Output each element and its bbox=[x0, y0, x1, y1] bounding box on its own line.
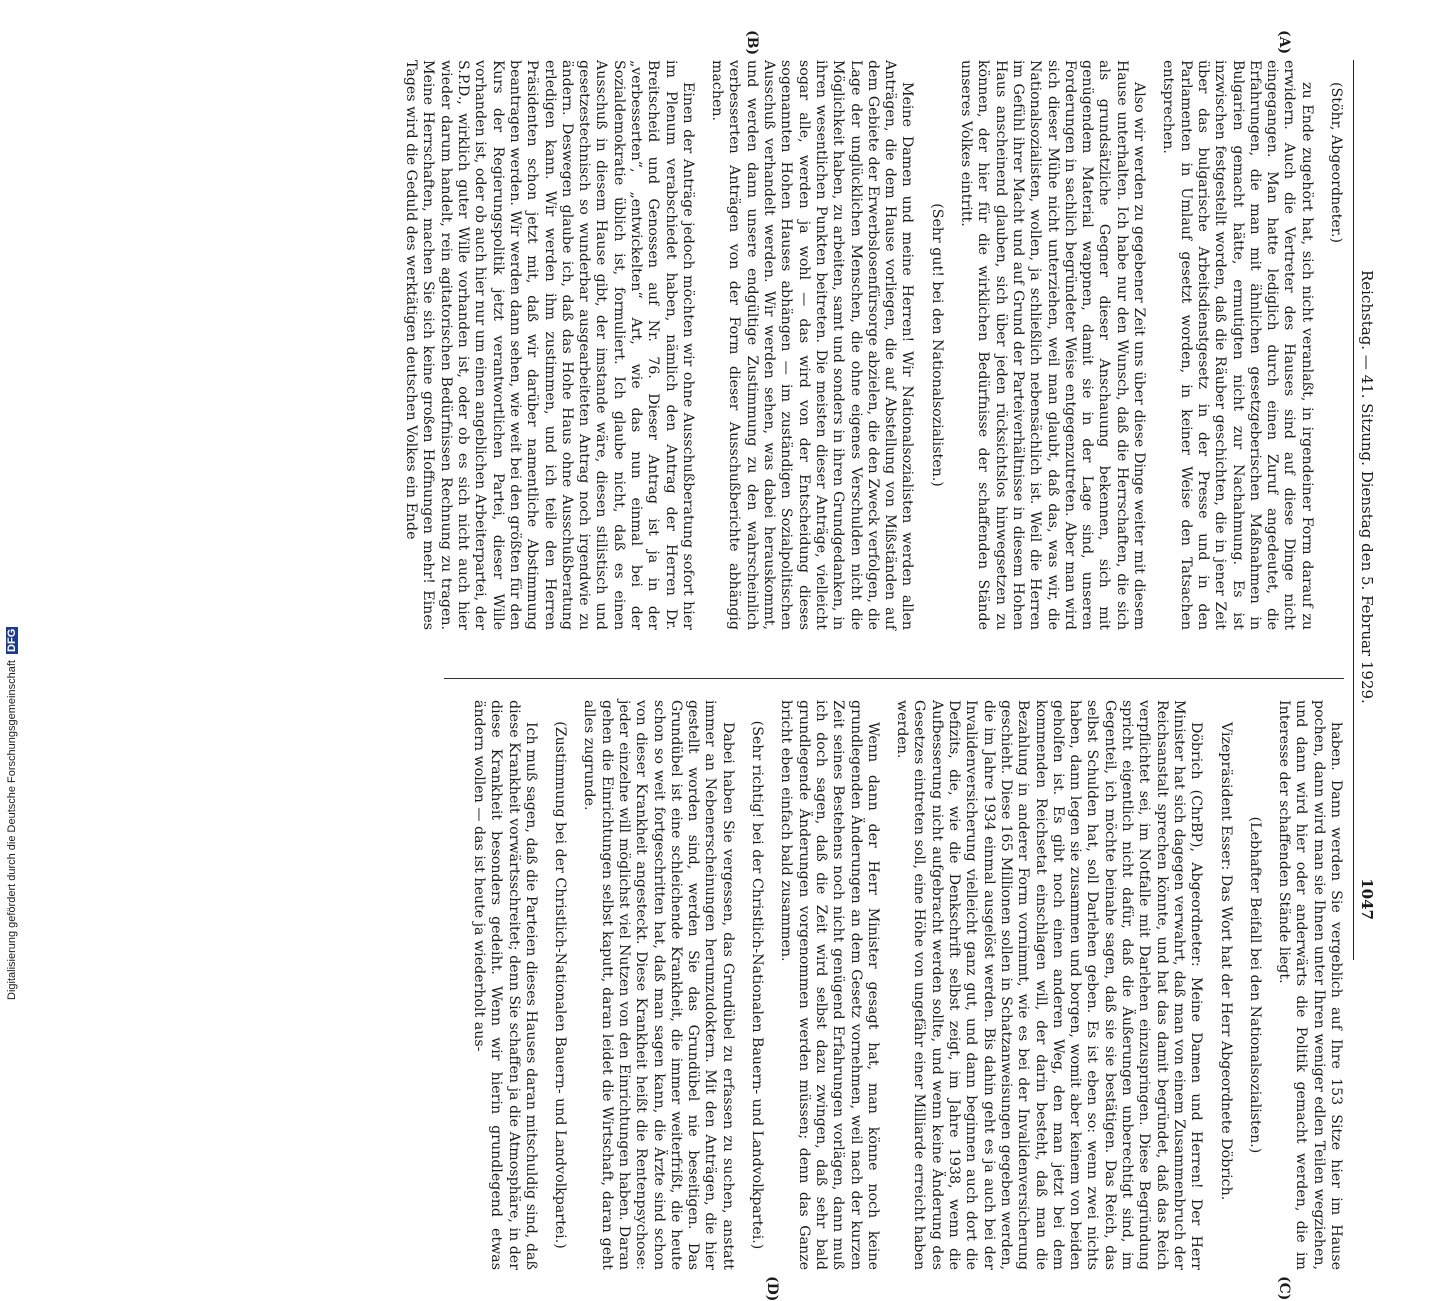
rotated-page bbox=[120, 30, 1380, 1301]
paragraph: haben. Dann werden Sie vergeblich auf Ihre 153 Sitze hier im Hause pochen, dann wird man sie Ihnen unter Ihren weniger edlen Teilen wegziehen, und dann wird hier oder anderwärts die Politik gemacht werden, die im Interesse der schaffenden Stände liegt. bbox=[1276, 700, 1344, 1270]
footer-text: Digitalisierung gefördert durch die Deutsche Forschungsgemeinschaft bbox=[6, 660, 18, 1000]
paragraph: Dabei haben Sie vergessen, das Grundübel zu erfassen zu suchen, anstatt immer an Nebenerscheinungen herumzudoktern. Mit den Anträgen, die hier gestellt worden sind, werden Sie das Grundübel nie beseitigen. Das Grundübel ist eine schleichende Krankheit, die immer weiterfrißt, die heute schon so weit fortgeschritten hat, daß man sagen kann, die Ärzte sind schon von dieser Krankheit angesteckt. Diese Krankheit heißt die Rentenpsychose: jeder einzelne will möglichst viel Nutzen von den Einrichtungen haben. Daran gehen die Einrichtungen selbst kaputt, daran leidet die Wirtschaft, daran geht alles zugrunde. bbox=[581, 700, 736, 1270]
stage-direction: (Sehr gut! bei den Nationalsozialisten.) bbox=[928, 203, 945, 487]
paragraph: Meine Damen und meine Herren! Wir Nationalsozialisten werden allen Anträgen, die dem Hause vorliegen, die auf Abstellung von Mißständen auf dem Gebiete der Erwerbslosenfürsorge abzielen, die den Zweck verfolgen, die Lage der unglücklichen Menschen, die ohne eigenes Verschulden nicht die Möglichkeit haben, zu arbeiten, samt und sonders in ihren Grundgedanken, in ihren wesentlichen Punkten beitreten. Die meisten dieser Anträge, vielleicht sogar alle, werden ja wohl — das wird von der Entscheidung dieses sogenannten Hohen Hauses abhängen — im zuständigen Sozialpolitischen Ausschuß verhandelt werden. Wir werden sehen, was dabei herauskommt, und werden dann unsere endgültige Zustimmung zu den wahrscheinlich verbesserten Anträgen von der Form dieser Ausschußberichte abhängig machen. bbox=[709, 60, 916, 630]
session-title: Reichstag. — 41. Sitzung. Dienstag den 5. Februar 1929. bbox=[1358, 270, 1376, 704]
paragraph: Wenn dann der Herr Minister gesagt hat, man könne noch keine grundlegenden Änderungen an dem Gesetz vornehmen, weil nach der kurzen Zeit seines Bestehens noch nicht genügend Erfahrungen vorlägen, dann muß ich doch sagen, daß die Zeit wird selbst dazu zwingen, daß sehr bald grundlegende Änderungen vorgenommen werden müssen; denn das Ganze bricht eben einfach bald zusammen. bbox=[778, 700, 881, 1270]
stage-direction: (Zustimmung bei der Christlich-Nationalen Bauern- und Landvolkpartei.) bbox=[552, 721, 569, 1249]
column-left bbox=[402, 60, 1344, 630]
paragraph: Döbrich (ChrBP), Abgeordneter: Meine Damen und Herren! Der Herr Minister hat sich dagegen verwahrt, daß man von einem Zusammenbruch der Reichsanstalt sprechen könnte, und hat das damit begründet, daß das Reich verpflichtet sei, im Notfalle mit Darlehen einzuspringen. Diese Begründung spricht eigentlich nicht dafür, daß die Äußerungen unberechtigt sind, im Gegenteil, ich möchte beinahe sagen, daß sie sie bestätigen. Das Reich, das selbst Schulden hat, soll Darlehen geben. Es ist eben so: wenn zwei nichts haben, dann legen sie zusammen und borgen, womit aber keinem von beiden geholfen ist. Es gibt noch einen anderen Weg, den man jetzt bei dem kommenden Reichsetat einschlagen will, der darin besteht, daß man die Bezahlung in anderer Form vornimmt, wie es bei der Invalidenversicherung geschieht. Diese 165 Millionen sollen in Schatzanweisungen gegeben werden, die im Jahre 1934 einmal ausgelöst werden. Bis dahin geht es ja auch bei der Invalidenversicherung vielleicht ganz gut, und dann beginnen auch dort die Defizits, die, wie die Denkschrift selbst zeigt, im Jahre 1938, wenn die Aufbesserung nicht aufgebracht werden sollte, und wenn keine Änderung des Gesetzes eintreten soll, eine Höhe von ungefähr einer Milliarde erreicht haben werden. bbox=[894, 700, 1205, 1270]
paragraph: Also wir werden zu gegebener Zeit uns über diese Dinge weiter mit diesem Hause unterhalten. Ich habe nur den Wunsch, daß die Herrschaften, die sich als grundsätzliche Gegner dieser Anschauung bekennen, sich mit genügendem Material wappnen, damit sie in der Lage sind, unseren Forderungen in sachlich begründeter Weise entgegenzutreten. Aber man wird sich dieser Mühe nicht unterziehen, weil man glaubt, daß das, was wir, die Nationalsozialisten, wollen, ja schließlich nebensächlich ist. Weil die Herren im Gefühl ihrer Macht und auf Grund der Parteiverhältnisse in diesem Hohen Haus anscheinend glauben, sich über jeden rücksichtslos hinwegsetzen zu können, der hier für die wirklichen Bedürfnisse der schaffenden Stände unseres Volkes eintritt. bbox=[958, 60, 1148, 630]
paragraph: (Stöhr, Abgeordneter.) bbox=[1328, 82, 1344, 243]
paragraph: zu Ende zugehört hat, sich nicht veranlaßt, in irgendeiner Form darauf zu erwidern. Auch die Vertreter des Hauses sind auf diese Dinge nicht eingegangen. Man hatte lediglich durch einen Zuruf angedeutet, die Erfahrungen, die man mit ähnlichen gesetzgeberischen Maßnahmen in Bulgarien gemacht hätte, ermutigten nicht zur Nachahmung. Es ist inzwischen festgestellt worden, daß die Räuber geschichten, die in jener Zeit über das bulgarische Arbeitsdienstgesetz in der Presse und in den Parlamenten in Umlauf gesetzt worden, in keiner Weise den Tatsachen entsprechen. bbox=[1160, 60, 1315, 630]
footer-credit bbox=[6, 627, 18, 1000]
page-number: 1047 bbox=[1358, 878, 1376, 920]
dfg-logo: DFG bbox=[6, 628, 18, 652]
paragraph: Einen der Anträge jedoch möchten wir ohne Ausschußberatung sofort hier im Plenum verabschiedet haben, nämlich den Antrag der Herren Dr. Breitscheid und Genossen auf Nr. 76. Dieser Antrag ist ja in der „verbesserten“, „entwickelten“ Art, wie das nun einmal bei der Sozialdemokratie üblich ist, formuliert. Ich glaube nicht, daß es einen Ausschuß in diesem Hause gibt, der imstande wäre, diesen stilistisch und gesetzestechnisch so wunderbar ausgearbeiteten Antrag noch irgendwie zu ändern. Deswegen glaube ich, daß das Hohe Haus ohne Ausschußberatung erledigen kann. Wir werden ihm zustimmen, und ich teile den Herren Präsidenten schon jetzt mit, daß wir darüber namentliche Abstimmung beantragen werden. Wir werden dann sehen, wie weit bei den größten für den Kurs der Regierungspolitik jetzt verantwortlichen Partei, dieser Wille vorhanden ist, oder ob auch hier nur um einen angeblichen Arbeiterpartei, der S.P.D., wirklich guter Wille vorhanden ist, oder ob es sich nicht auch hier wieder darum handelt, rein agitatorischen Bedürfnissen Rechnung zu tragen. Meine Herrschaften, machen Sie sich keine großen Hoffnungen mehr! Eines Tages wird die Geduld des werktätigen deutschen Volkes ein Ende bbox=[403, 60, 696, 630]
margin-mark-c: (C) bbox=[1276, 1276, 1292, 1301]
column-divider bbox=[444, 678, 1344, 679]
column-right bbox=[470, 700, 1344, 1270]
stage-direction: (Sehr richtig! bei der Christlich-Nationalen Bauern- und Landvolkpartei.) bbox=[749, 720, 766, 1250]
page-header bbox=[1353, 60, 1380, 960]
margin-mark-a: (A) bbox=[1276, 30, 1292, 55]
margin-mark-d: (D) bbox=[764, 1276, 780, 1301]
paragraph: Ich muß sagen, daß die Parteien dieses Hauses daran mitschuldig sind, daß diese Krankheit vorwärtsschreitet; denn Sie schaffen ja die Atmosphäre, in der diese Krankheit besonders gedeiht. Wenn wir hierin grundlegend etwas ändern wollen — das ist heute ja wiederholt aus- bbox=[470, 700, 539, 1270]
margin-mark-b: (B) bbox=[744, 30, 760, 56]
newspaper-page bbox=[120, 30, 1380, 1301]
paragraph: Vizepräsident Esser: Das Wort hat der Herr Abgeordnete Döbrich. bbox=[1217, 722, 1234, 1201]
stage-direction: (Lebhafter Beifall bei den Nationalsozialisten.) bbox=[1246, 816, 1263, 1154]
